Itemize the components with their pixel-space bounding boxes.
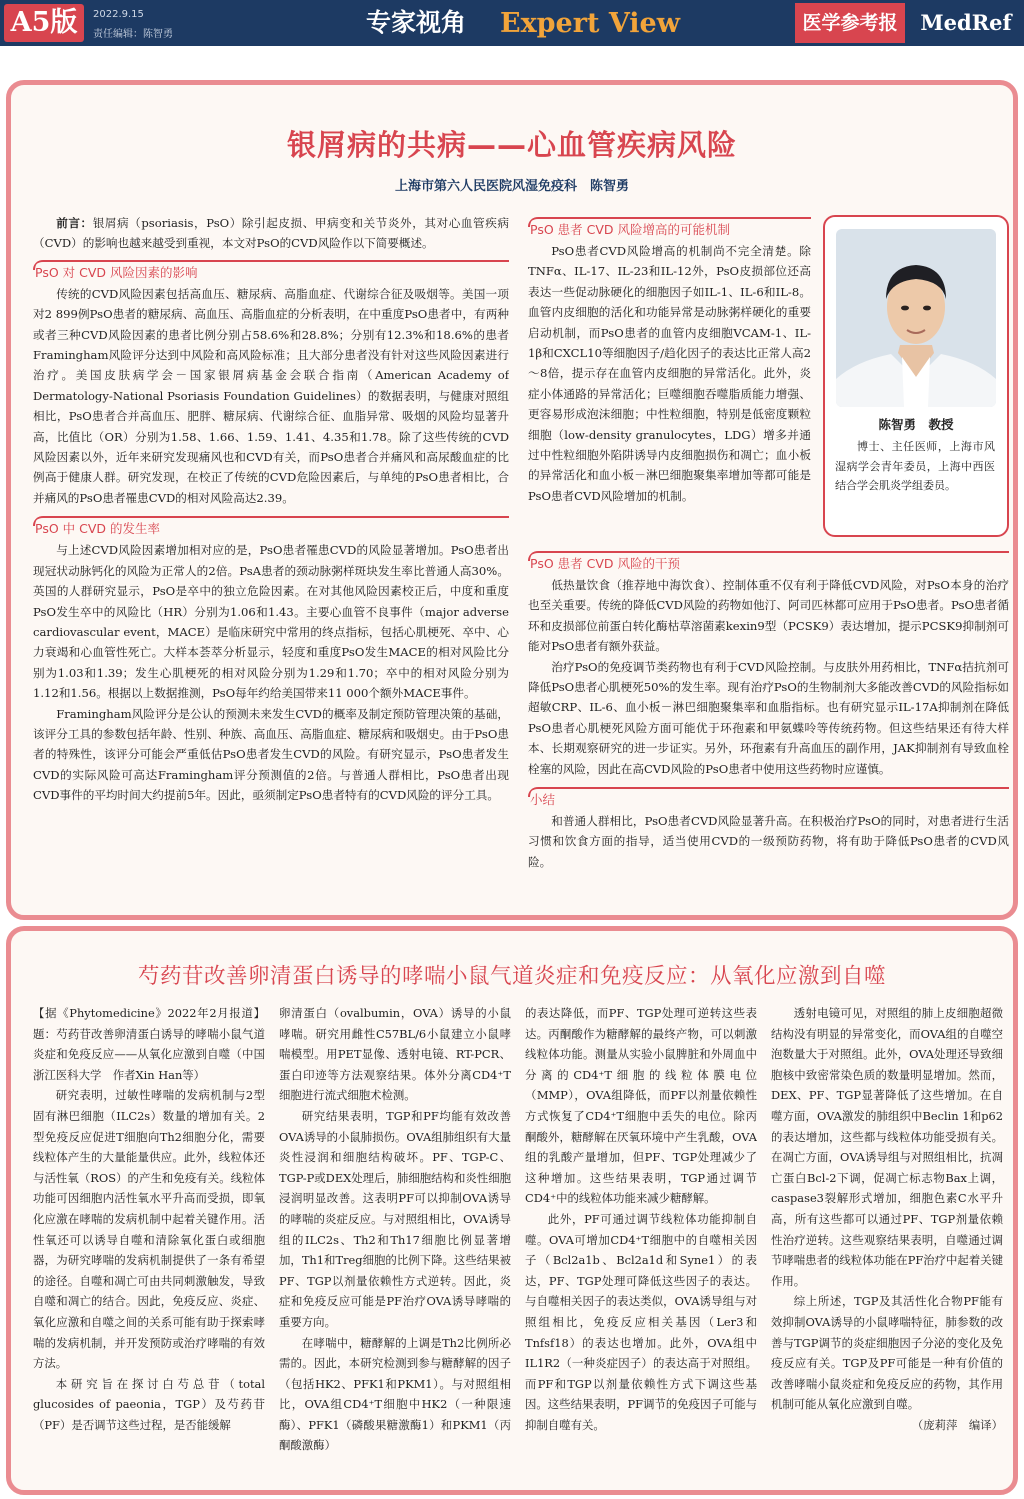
article-paeoniflorin-asthma (6, 926, 1018, 1495)
article-column-2 (279, 1003, 511, 1493)
intro-paragraph (33, 213, 509, 254)
article-column-1 (33, 1003, 265, 1493)
translator-credit: （庞莉萍 编译） (911, 1417, 1003, 1432)
author-profile (823, 215, 1009, 537)
author-portrait (836, 229, 996, 407)
masthead (0, 0, 1024, 46)
intro-text: 银屑病（psoriasis，PsO）除引起皮损、甲病变和关节炎外，其对心血管疾病（CVD）的影响也越来越受到重视，本文对PsO的CVD风险作以下简要概述。 (33, 216, 509, 251)
article-paragraph: 研究表明，过敏性哮喘的发病机制与2型固有淋巴细胞（ILC2s）数量的增加有关。2型免疫反应促进T细胞向Th2细胞分化，需要线粒体产生的大量能量供应。此外，线粒体还与活性氧（ROS）的产生和免疫有关。线粒体功能可因细胞内活性氧水平升高而受损，即氧化应激在哮喘的发病机制中起着关键作用。活性氧还可以诱导自噬和清除氧化蛋白或细胞器，为研究哮喘的发病机制提供了一条有希望的途径。自噬和凋亡可由共同刺激触发，导致自噬和凋亡的结合。因此，免疫反应、炎症、氧化应激和自噬之间的关系可能有助于探索哮喘的发病机制，并开发预防或治疗哮喘的有效方法。 (33, 1088, 265, 1371)
edition-badge: A5版 (4, 4, 84, 42)
article-paragraph: 此外，PF可通过调节线粒体功能抑制自噬。OVA可增加CD4⁺T细胞中的自噬相关因子（Bcl2a1b、Bcl2a1d和Syne1）的表达，PF、TGP处理可降低这些因子的表达。与自噬相关因子的表达类似，OVA诱导组与对照组相比，免疫反应相关基因（Ler3和Tnfsf18）的表达也增加。此外，OVA组中IL1R2（一种炎症因子）的表达高于对照组。而PF和TGP以剂量依赖性方式下调这些基因。这些结果表明，PF调节的免疫因子可能与抑制自噬有关。 (525, 1211, 757, 1432)
section-title-cn: 专家视角 (366, 8, 467, 37)
section-paragraph: 与上述CVD风险因素增加相对应的是，PsO患者罹患CVD的风险显著增加。PsO患者出现冠状动脉钙化的风险为正常人的2倍。PsA患者的颈动脉粥样斑块发生率比普通人高30%。英国的人群研究显示，PsO是卒中的独立危险因素。在对其他风险因素校正后，中度和重度PsO发生卒中的风险比（HR）分别为1.06和1.43。主要心血管不良事件（major adverse cardiovascular event，MACE）是临床研究中常用的终点指标，包括心肌梗死、卒中、心力衰竭和心血管性死亡。大样本荟萃分析显示，轻度和重度PsO发生MACE的相对风险比分别为1.03和1.39；发生心肌梗死的相对风险分别为1.29和1.70；卒中的相对风险分别为1.12和1.56。根据以上数据推测，PsO每年约给美国带来11 000个额外MACE事件。 (33, 543, 509, 701)
author-name: 陈智勇 教授 (878, 417, 954, 432)
section-paragraph: 治疗PsO的免疫调节类药物也有利于CVD风险控制。与皮肤外用药相比，TNFα拮抗剂可降低PsO患者心肌梗死50%的发生率。现有治疗PsO的生物制剂大多能改善CVD的风险指标如超敏CRP、IL-6、血小板－淋巴细胞聚集率和血脂指标。也有研究显示IL-17A抑制剂在降低PsO患者心肌梗死风险方面可能优于环孢素和甲氨蝶呤等传统药物。但这些结果还有待大样本、长期观察研究的进一步证实。另外，环孢素有升高血压的副作用，JAK抑制剂有导致血栓栓塞的风险，因此在高CVD风险的PsO患者中使用这些药物时应谨慎。 (528, 659, 1009, 776)
article-right-column (528, 547, 1009, 919)
article-paragraph: 透射电镜可见，对照组的肺上皮细胞超微结构没有明显的异常变化，而OVA组的自噬空泡数量大于对照组。此外，OVA处理还导致细胞核中致密常染色质的数量明显增加。然而，DEX、PF、TGP显著降低了这些增加。在自噬方面，OVA激发的肺组织中Beclin 1和p62的表达增加，这些都与线粒体功能受损有关。在凋亡方面，OVA诱导组与对照组相比，抗凋亡蛋白Bcl-2下调，促凋亡标志物Bax上调，caspase3裂解形式增加，细胞色素C水平升高，所有这些都可以通过PF、TGP剂量依赖性治疗逆转。这些观察结果表明，自噬通过调节哮喘患者的线粒体功能在PF治疗中起着关键作用。 (771, 1006, 1003, 1288)
article-mechanism-column (528, 213, 811, 543)
article-paragraph: 研究结果表明，TGP和PF均能有效改善OVA诱导的小鼠肺损伤。OVA组肺组织有大量炎性浸润和细胞结构破坏。PF、TGP-C、TGP-P或DEX处理后，肺细胞结构和炎性细胞浸润明显改善。这表明PF可以抑制OVA诱导的哮喘的炎症反应。与对照组相比，OVA诱导组的ILC2s、Th2和Th17细胞比例显著增加，Th1和Treg细胞的比例下降。这些结果被PF、TGP以剂量依赖性方式逆转。因此，炎症和免疫反应可能是PF治疗OVA诱导哮喘的重要方向。 (279, 1108, 511, 1329)
article-byline: 上海市第六人民医院风湿免疫科 陈智勇 (394, 179, 629, 194)
issue-date: 2022.9.15 (93, 9, 144, 20)
article-paragraph: 综上所述，TGP及其活性化合物PF能有效抑制OVA诱导的小鼠哮喘特征，肺参数的改善与TGP调节的炎症细胞因子分泌的变化及免疫反应有关。TGP及PF可能是一种有价值的改善哮喘小鼠炎症和免疫反应的药物，其作用机制可能从氧化应激到自噬。 (771, 1294, 1003, 1412)
article-title: 芍药苷改善卵清蛋白诱导的哮喘小鼠气道炎症和免疫反应：从氧化应激到自噬 (137, 964, 886, 989)
article-title: 银屑病的共病——心血管疾病风险 (286, 128, 737, 162)
section-heading: PsO 患者 CVD 风险增高的可能机制 (528, 217, 811, 239)
portrait-image (836, 229, 996, 407)
article-paragraph: 本研究旨在探讨白芍总苷（total glucosides of paeonia，TGP）及芍药苷（PF）是否调节这些过程，是否能缓解 (33, 1376, 265, 1432)
article-column-4 (771, 1003, 1003, 1493)
section-heading: PsO 中 CVD 的发生率 (33, 516, 509, 538)
section-paragraph: Framingham风险评分是公认的预测未来发生CVD的概率及制定预防管理决策的基础，该评分工具的参数包括年龄、性别、种族、高血压、高脂血症、糖尿病和吸烟史。由于PsO患者的特殊性，该评分可能会严重低估PsO患者发生CVD的风险。有研究显示，PsO患者发生CVD的实际风险可高达Framingham评分预测值的2倍。与普通人群相比，PsO患者出现CVD事件的平均时间大约提前5年。因此，亟须制定PsO患者特有的CVD风险的评分工具。 (33, 706, 509, 803)
section-paragraph: PsO患者CVD风险增高的机制尚不完全清楚。除TNFα、IL-17、IL-23和IL-12外，PsO皮损部位还高表达一些促动脉硬化的细胞因子如IL-1、IL-6和IL-8。血管内皮细胞的活化和功能异常是动脉粥样硬化的重要启动机制，而PsO患者的血管内皮细胞VCAM-1、IL-1β和CXCL10等细胞因子/趋化因子的表达比正常人高2～8倍，提示存在血管内皮细胞的异常活化。此外，炎症小体通路的异常活化；巨噬细胞吞噬脂质能力增强、更容易形成泡沫细胞；中性粒细胞，特别是低密度颗粒细胞（low-density granulocytes，LDG）增多并通过中性粒细胞外陷阱诱导内皮细胞损伤和凋亡；血小板的异常活化和血小板－淋巴细胞聚集率增加等都可能是PsO患者CVD风险增加的机制。 (528, 244, 811, 503)
author-bio: 博士、主任医师，上海市风湿病学会青年委员，上海中西医结合学会肌炎学组委员。 (835, 440, 995, 492)
section-paragraph: 传统的CVD风险因素包括高血压、糖尿病、高脂血症、代谢综合征及吸烟等。美国一项对2 899例PsO患者的糖尿病、高血压、高脂血症的分析表明，在中重度PsO患者中，有两种或者三种CVD风险因素的患者比例分别占58.6%和28.8%；分别有12.3%和18.6%的患者Framingham风险评分达到中风险和高风险标准；且大部分患者没有针对这些风险因素进行治疗。美国皮肤病学会－国家银屑病基金会联合指南（American Academy of Dermatology-National Psoriasis Foundation Guidelines）的数据表明，与健康对照组相比，PsO患者合并高血压、肥胖、糖尿病、代谢综合征、血脂异常、吸烟的风险均显著升高，比值比（OR）分别为1.58、1.66、1.59、1.41、4.35和1.78。除了这些传统的CVD风险因素以外，近年来研究发现痛风也和CVD有关，而PsO患者合并痛风和高尿酸血症的比例高于健康人群。研究发现，在校正了传统的CVD危险因素后，与单纯的PsO患者相比，合并痛风的PsO患者罹患CVD的相对风险高达2.39。 (33, 286, 509, 505)
article-paragraph: 【据《Phytomedicine》2022年2月报道】题：芍药苷改善卵清蛋白诱导的哮喘小鼠气道炎症和免疫反应——从氧化应激到自噬（中国浙江医科大学 作者Xin Han等） (33, 1006, 265, 1082)
brand-logo-cn: 医学参考报 (795, 3, 905, 43)
article-column-3 (525, 1003, 757, 1493)
article-paragraph: 的表达降低，而PF、TGP处理可逆转这些表达。丙酮酸作为糖酵解的最终产物，可以刺激线粒体功能。测量从实验小鼠脾脏和外周血中分离的CD4⁺T细胞的线粒体膜电位（MMP），OVA组降低，而PF以剂量依赖性方式恢复了CD4⁺T细胞中丢失的电位。除丙酮酸外，糖酵解在厌氧环境中产生乳酸，OVA组的乳酸产量增加，但PF、TGP处理减少了这种增加。这些结果表明，TGP通过调节CD4⁺中的线粒体功能来减少糖酵解。 (525, 1006, 757, 1206)
section-title-en: Expert View (500, 8, 680, 39)
section-heading: PsO 患者 CVD 风险的干预 (528, 551, 1009, 573)
responsible-editor: 责任编辑：陈智勇 (93, 29, 173, 40)
section-heading: 小结 (528, 787, 1009, 809)
article-paragraph: 在哮喘中，糖酵解的上调是Th2比例所必需的。因此，本研究检测到参与糖酵解的因子（包括HK2、PFK1和PKM1）。与对照组相比，OVA组CD4⁺T细胞中HK2（一种限速酶）、PFK1（磷酸果糖激酶1）和PKM1（丙酮酸激酶） (279, 1335, 511, 1453)
intro-label: 前言： (56, 216, 93, 230)
section-paragraph: 和普通人群相比，PsO患者CVD风险显著升高。在积极治疗PsO的同时，对患者进行生活习惯和饮食方面的指导，适当使用CVD的一级预防药物，将有助于降低PsO患者的CVD风险。 (528, 814, 1009, 869)
brand-logo-en: MedRef (920, 10, 1012, 35)
section-paragraph: 低热量饮食（推荐地中海饮食）、控制体重不仅有利于降低CVD风险，对PsO本身的治疗也至关重要。传统的降低CVD风险的药物如他汀、阿司匹林都可应用于PsO患者。PsO患者循环和皮损部位前蛋白转化酶枯草溶菌素kexin9型（PCSK9）表达增加，提示PCSK9抑制剂可能对PsO患者有额外获益。 (528, 578, 1009, 654)
section-heading: PsO 对 CVD 风险因素的影响 (33, 260, 509, 282)
article-left-column (33, 213, 509, 919)
article-paragraph: 卵清蛋白（ovalbumin，OVA）诱导的小鼠哮喘。研究用雌性C57BL/6小鼠建立小鼠哮喘模型。用PET显像、透射电镜、RT-PCR、蛋白印迹等方法观察结果。体外分离CD4⁺T细胞进行流式细胞术检测。 (279, 1006, 511, 1103)
article-psoriasis-cvd (6, 80, 1018, 920)
